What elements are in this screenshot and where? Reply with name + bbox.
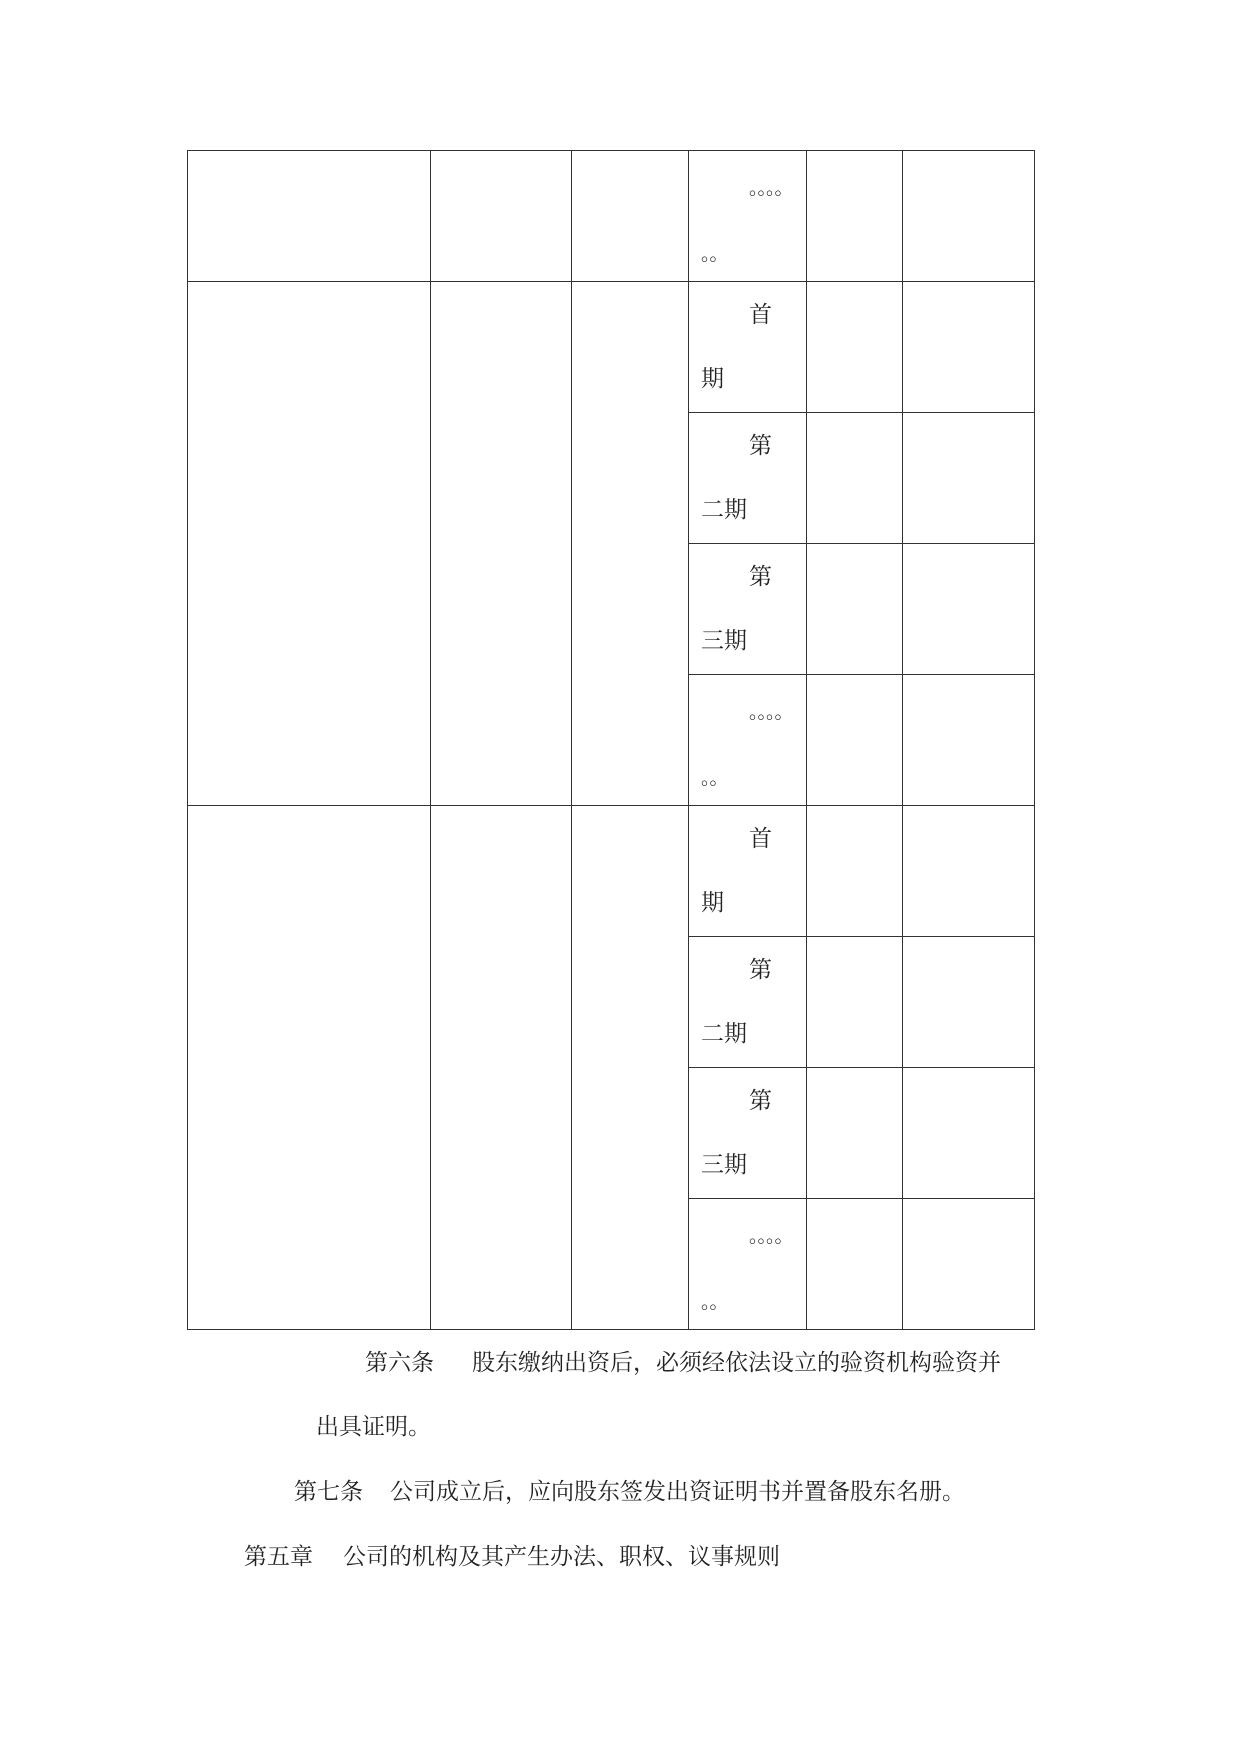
period-label-line2: 。。 — [701, 767, 728, 789]
period-amount-cell — [807, 151, 903, 282]
period-date-cell — [903, 151, 1035, 282]
contribution-method-cell — [572, 806, 689, 1330]
article-7-paragraph — [294, 1481, 965, 1504]
period-amount-cell — [807, 1199, 903, 1330]
table-row — [188, 806, 1035, 937]
period-label-line2: 期 — [701, 366, 724, 392]
period-label — [689, 806, 806, 936]
article-7-number: 第七条 — [294, 1479, 363, 1505]
contribution-amount-cell — [431, 282, 572, 806]
period-amount-cell — [807, 675, 903, 806]
period-label — [689, 1199, 806, 1329]
period-label-line1: 第 — [749, 433, 772, 459]
period-cell — [689, 1068, 807, 1199]
period-label — [689, 937, 806, 1067]
period-date-cell — [903, 1068, 1035, 1199]
period-label — [689, 413, 806, 543]
period-label-line2: 二期 — [701, 497, 747, 523]
period-amount-cell — [807, 413, 903, 544]
period-label — [689, 675, 806, 805]
period-label — [689, 544, 806, 674]
chapter-5-number: 第五章 — [244, 1544, 313, 1570]
shareholder-name-cell — [188, 151, 431, 282]
article-6-text-continued: 出具证明。 — [316, 1414, 431, 1440]
period-date-cell — [903, 806, 1035, 937]
contribution-amount-cell — [431, 151, 572, 282]
period-amount-cell — [807, 282, 903, 413]
period-label-line2: 。。 — [701, 1291, 728, 1313]
period-label — [689, 1068, 806, 1198]
chapter-5-title: 公司的机构及其产生办法、职权、议事规则 — [343, 1544, 780, 1570]
period-label-line1: 。。。。 — [749, 701, 793, 723]
period-cell — [689, 675, 807, 806]
period-cell — [689, 413, 807, 544]
shareholder-name-cell — [188, 282, 431, 806]
chapter-5-heading — [244, 1546, 780, 1569]
contribution-method-cell — [572, 282, 689, 806]
period-date-cell — [903, 937, 1035, 1068]
period-label-line2: 期 — [701, 890, 724, 916]
period-cell — [689, 544, 807, 675]
period-label-line2: 。。 — [701, 243, 728, 265]
period-label-line1: 。。。。 — [749, 1225, 793, 1247]
period-cell — [689, 937, 807, 1068]
capital-contribution-table — [187, 150, 1035, 1330]
contribution-amount-cell — [431, 806, 572, 1330]
period-amount-cell — [807, 937, 903, 1068]
period-date-cell — [903, 544, 1035, 675]
period-amount-cell — [807, 1068, 903, 1199]
period-label-line1: 首 — [749, 302, 772, 328]
period-label-line1: 。。。。 — [749, 177, 793, 199]
period-label-line2: 三期 — [701, 1152, 747, 1178]
period-label-line1: 首 — [749, 826, 772, 852]
period-cell — [689, 151, 807, 282]
period-date-cell — [903, 675, 1035, 806]
article-6-text: 股东缴纳出资后，必须经依法设立的验资机构验资并 — [472, 1350, 1001, 1376]
period-label-line1: 第 — [749, 957, 772, 983]
period-cell — [689, 1199, 807, 1330]
period-cell — [689, 282, 807, 413]
contribution-method-cell — [572, 151, 689, 282]
period-amount-cell — [807, 544, 903, 675]
period-label-line2: 二期 — [701, 1021, 747, 1047]
period-label-line2: 三期 — [701, 628, 747, 654]
period-label-line1: 第 — [749, 564, 772, 590]
period-label — [689, 282, 806, 412]
article-6-number: 第六条 — [365, 1350, 434, 1376]
period-label-line1: 第 — [749, 1088, 772, 1114]
period-label — [689, 151, 806, 281]
article-6-paragraph — [365, 1352, 1001, 1375]
period-date-cell — [903, 413, 1035, 544]
article-7-text: 公司成立后，应向股东签发出资证明书并置备股东名册。 — [390, 1479, 965, 1505]
period-cell — [689, 806, 807, 937]
table-row — [188, 282, 1035, 413]
table-row — [188, 151, 1035, 282]
article-6-continuation — [316, 1416, 431, 1439]
period-amount-cell — [807, 806, 903, 937]
period-date-cell — [903, 282, 1035, 413]
shareholder-name-cell — [188, 806, 431, 1330]
period-date-cell — [903, 1199, 1035, 1330]
